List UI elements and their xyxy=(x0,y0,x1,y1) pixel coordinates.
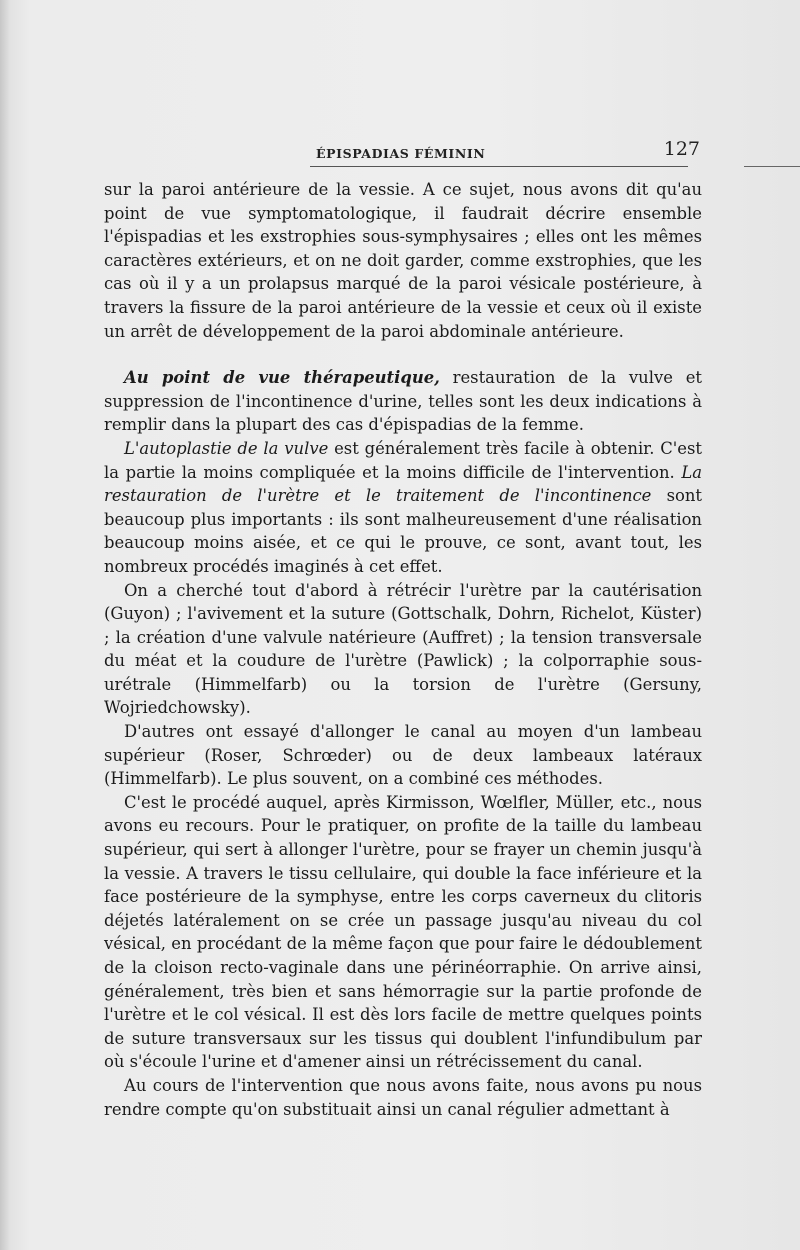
emphasis-restauration: La restauration de l'urètre et le traitement de l'incontinence xyxy=(104,462,702,506)
paragraph-2-text: restauration de la vulve et suppression de l'incontinence d'urine, telles sont les deux indications à remplir dans la plupart des cas d'épispadias de la femme. xyxy=(104,368,702,435)
paragraph-7: Au cours de l'intervention que nous avons faite, nous avons pu nous rendre compte qu'on substituait ainsi un canal régulier admettant à xyxy=(104,1075,702,1119)
body-text xyxy=(104,178,702,1121)
paragraph-4: On a cherché tout d'abord à rétrécir l'urètre par la cautérisation (Guyon) ; l'avivement et la suture (Gottschalk, Dohrn, Richelot, Küster) ; la création d'une valvule natérieure (Auffret) ; la tension transversale du méat et la coudure de l'urètre (Pawlick) ; la colporraphie sous-urétrale (Himmelfarb) ou la torsion de l'urètre (Gersuny, Wojriedchowsky). xyxy=(104,580,702,718)
paragraph-6: C'est le procédé auquel, après Kirmisson, Wœlfler, Müller, etc., nous avons eu recours. Pour le pratiquer, on profite de la taille du lambeau supérieur, qui sert à allonger l'urètre, pour se frayer un chemin jusqu'à la vessie. A travers le tissu cellulaire, qui double la face inférieure et la face postérieure de la symphyse, entre les corps caverneux du clitoris déjetés latéralement on se crée un passage jusqu'au niveau du col vésical, en procédant de la même façon que pour faire le dédoublement de la cloison recto-vaginale dans une périnéorraphie. On arrive ainsi, généralement, très bien et sans hémorragie sur la partie profonde de l'urètre et le col vésical. Il est dès lors facile de mettre quelques points de suture transversaux sur les tissus qui doublent l'infundibulum par où s'écoule l'urine et d'amener ainsi un rétrécissement du canal. xyxy=(104,792,702,1072)
page-number: 127 xyxy=(663,138,700,160)
page-header xyxy=(104,138,700,168)
paragraph-3 xyxy=(104,437,702,579)
running-title: ÉPISPADIAS FÉMININ xyxy=(316,146,486,161)
paragraph-5: D'autres ont essayé d'allonger le canal au moyen d'un lambeau supérieur (Roser, Schrœder) ou de deux lambeaux latéraux (Himmelfarb). Le plus souvent, on a combiné ces méthodes. xyxy=(104,722,702,789)
emphasis-autoplastie: L'autoplastie de la vulve xyxy=(124,438,329,458)
paragraph-1: sur la paroi antérieure de la vessie. A ce sujet, nous avons dit qu'au point de vue symptomatologique, il faudrait décrire ensemble l'épispadias et les exstrophies sous-symphysaires ; elles ont les mêmes caractères extérieurs, et on ne doit garder, comme exstrophies, que les cas où il y a un prolapsus marqué de la paroi vésicale postérieure, à travers la fissure de la paroi antérieure de la vessie et ceux où il existe un arrêt de développement de la paroi abdominale antérieure. xyxy=(104,180,702,341)
header-rule xyxy=(310,166,688,167)
header-rule-right xyxy=(744,166,800,167)
paragraph-3-text-b: sont beaucoup plus importants : ils sont malheureusement d'une réalisation beaucoup moins aisée, et ce qui le prouve, ce sont, avant tout, les nombreux procédés imaginés à cet effet. xyxy=(104,486,702,576)
emphasis-therapeutic: Au point de vue thérapeutique, xyxy=(124,368,440,388)
paragraph-2 xyxy=(104,366,702,437)
paragraph-3-text-a: est généralement très facile à obtenir. C'est la partie la moins compliquée et la moins difficile de l'intervention. xyxy=(104,438,702,482)
